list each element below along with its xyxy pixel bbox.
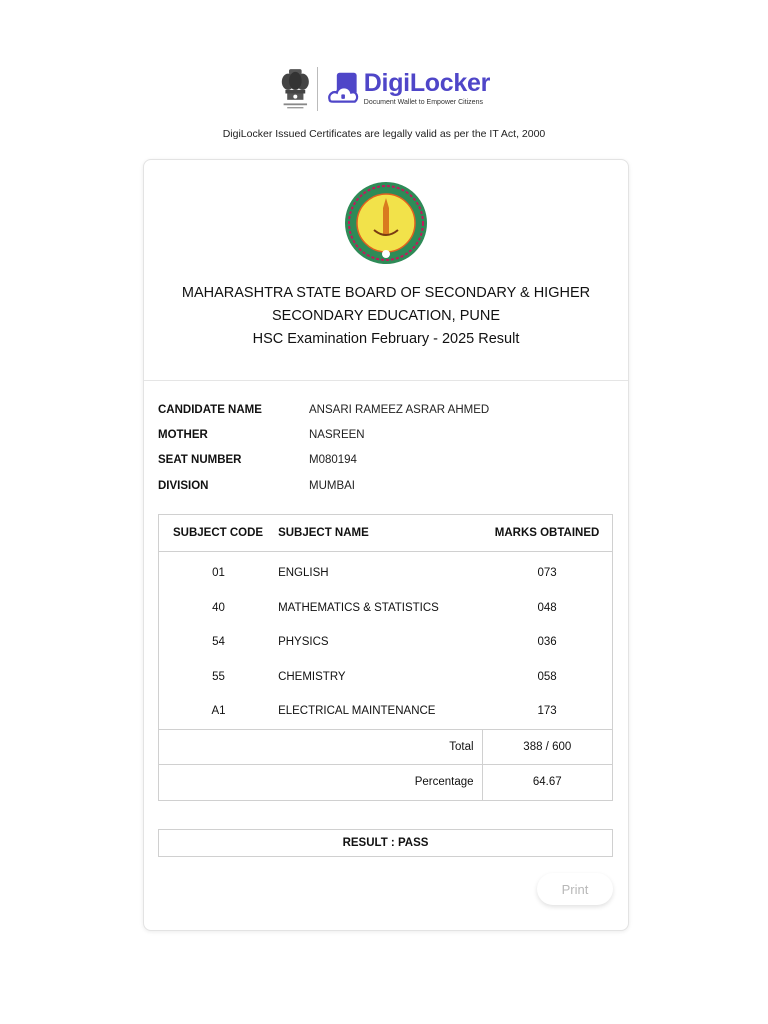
marks-obtained: 048 [482,591,612,626]
brand-tagline: Document Wallet to Empower Citizens [363,99,483,106]
subject-code: 40 [159,591,279,626]
percentage-label: Percentage [159,765,483,801]
subject-code: A1 [159,694,279,729]
header-subject-code: SUBJECT CODE [159,515,279,552]
table-row [159,694,613,729]
marks-obtained: 058 [482,660,612,695]
mother-value: NASREEN [309,428,365,441]
seat-number-label: SEAT NUMBER [158,454,242,467]
subject-name: MATHEMATICS & STATISTICS [278,601,439,614]
legal-validity-note: DigiLocker Issued Certificates are legally valid as per the IT Act, 2000 [222,128,546,140]
table-row [159,591,613,626]
marks-table-header [159,515,613,552]
marks-obtained: 036 [482,625,612,660]
subject-name: PHYSICS [278,636,329,649]
marks-obtained: 173 [482,694,612,729]
candidate-name-label: CANDIDATE NAME [158,403,262,416]
candidate-name-value: ANSARI RAMEEZ ASRAR AHMED [309,403,490,416]
percentage-row [159,765,613,801]
brand-name: DigiLocker [363,69,490,97]
result-card [143,159,629,931]
table-row [159,625,613,660]
exam-title: HSC Examination February - 2025 Result [252,331,520,347]
candidate-name-row [158,397,618,422]
marks-table [158,514,613,801]
board-seal-icon [344,180,428,266]
subject-code: 54 [159,625,279,660]
board-title [144,282,628,351]
subject-name: ENGLISH [278,567,329,580]
total-label: Total [159,729,483,765]
subject-code: 01 [159,552,279,591]
marks-obtained: 073 [482,552,612,591]
print-button[interactable]: Print [537,873,613,905]
result-status: RESULT : PASS [158,829,613,857]
seat-number-row [158,448,618,473]
division-value: MUMBAI [309,479,355,492]
mother-label: MOTHER [158,428,208,441]
board-title-line-2: SECONDARY EDUCATION, PUNE [271,308,500,324]
header-marks-obtained: MARKS OBTAINED [482,515,612,552]
subject-code: 55 [159,660,279,695]
division-label: DIVISION [158,479,209,492]
digilocker-cloud-icon [326,69,360,109]
digilocker-header-logo [280,63,490,115]
total-row [159,729,613,765]
national-emblem-icon [280,65,311,113]
division-row [158,473,618,498]
table-row [159,660,613,695]
board-title-line-1: MAHARASHTRA STATE BOARD OF SECONDARY & HIGHER [181,285,591,301]
subject-name: CHEMISTRY [278,670,346,683]
candidate-info [158,397,618,498]
subject-name: ELECTRICAL MAINTENANCE [278,705,436,718]
table-row [159,552,613,591]
card-header [144,160,628,381]
mother-row [158,422,618,447]
header-subject-name: SUBJECT NAME [278,515,482,552]
total-value: 388 / 600 [482,729,612,765]
logo-divider [317,67,318,111]
seat-number-value: M080194 [309,454,357,467]
percentage-value: 64.67 [482,765,612,801]
